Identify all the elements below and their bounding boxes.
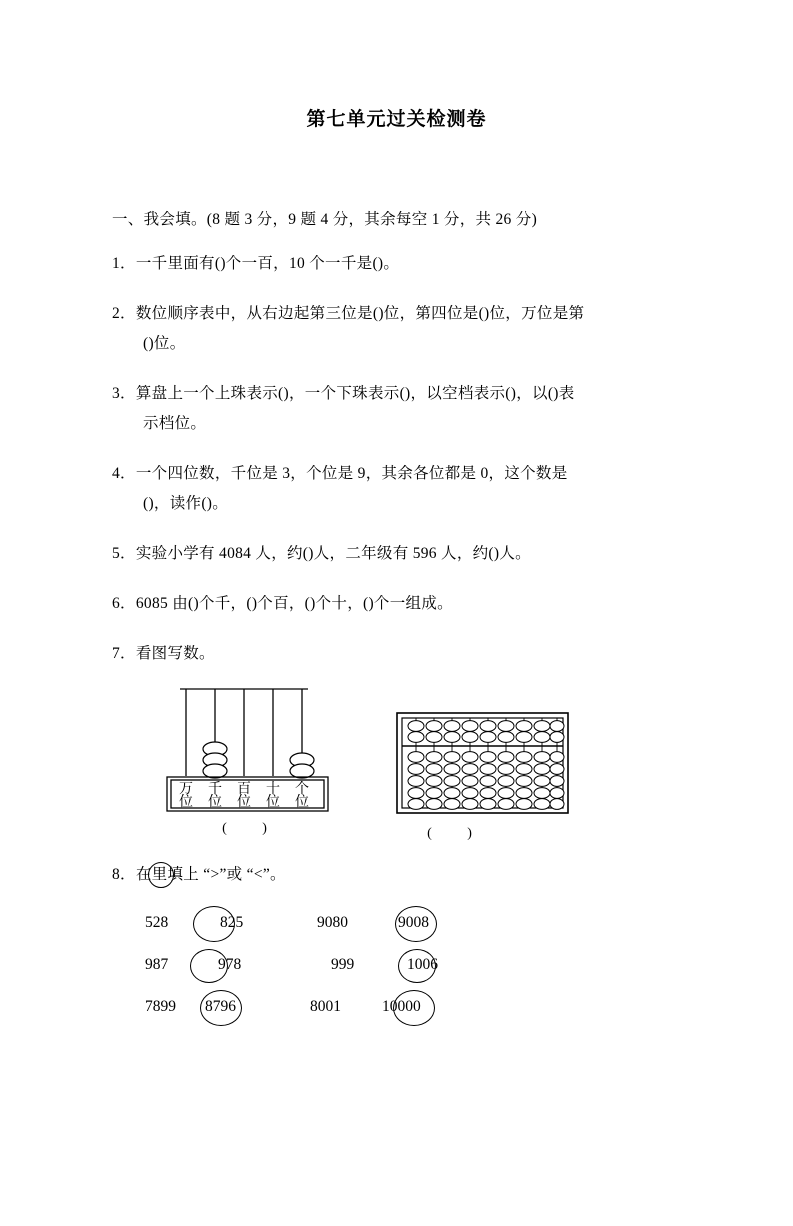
- question-8-text-b: 填上 “>”或 “<”。: [167, 866, 286, 883]
- question-7-text: 看图写数。: [135, 645, 215, 662]
- question-5-number: 5．: [112, 545, 136, 562]
- question-4-text-line2: ()，读作()。: [143, 495, 229, 512]
- compare-6-left: 8001: [310, 998, 341, 1015]
- svg-text:十: 十: [266, 782, 280, 797]
- abacus-figure: [335, 681, 570, 842]
- question-7-number: 7．: [112, 645, 136, 662]
- counting-frame-icon: [160, 681, 335, 816]
- svg-text:位: 位: [208, 795, 222, 810]
- svg-text:位: 位: [295, 795, 309, 810]
- compare-5-right: 8796: [205, 998, 236, 1015]
- compare-row-3: [145, 986, 681, 1028]
- question-8-number: 8．: [112, 866, 136, 883]
- compare-row-1: [145, 902, 681, 944]
- question-8-text-circle: 里: [151, 866, 168, 883]
- question-4-number: 4．: [112, 465, 136, 482]
- question-5: [112, 539, 681, 569]
- question-6: [112, 589, 681, 619]
- compare-exercises: [112, 902, 681, 1028]
- svg-text:万: 万: [179, 782, 193, 797]
- compare-2-left: 9080: [317, 914, 348, 931]
- question-3-text-line1: 算盘上一个上珠表示()，一个下珠表示()，以空档表示()，以()表: [135, 385, 575, 402]
- question-2: [112, 299, 681, 359]
- question-5-text: 实验小学有 4084 人，约()人，二年级有 596 人，约()人。: [135, 545, 531, 562]
- question-6-number: 6．: [112, 595, 136, 612]
- compare-5-left: 7899: [145, 998, 176, 1015]
- svg-text:位: 位: [237, 795, 251, 810]
- question-3-text-line2: 示档位。: [143, 415, 207, 432]
- compare-4-left: 999: [331, 956, 355, 973]
- worksheet-page: [0, 104, 793, 1226]
- svg-text:千: 千: [208, 782, 222, 797]
- question-1-number: 1．: [112, 255, 136, 272]
- compare-3-left: 987: [145, 956, 169, 973]
- question-2-text-line1: 数位顺序表中，从右边起第三位是()位，第四位是()位，万位是第: [135, 305, 585, 322]
- question-4-text-line1: 一个四位数，千位是 3，个位是 9，其余各位都是 0，这个数是: [135, 465, 568, 482]
- svg-text:百: 百: [237, 782, 251, 797]
- question-7-figures: [112, 681, 681, 842]
- question-6-text: 6085 由()个千，()个百，()个十，()个一组成。: [135, 595, 453, 612]
- section-heading: 一、我会填。(8 题 3 分，9 题 4 分，其余每空 1 分，共 26 分): [112, 211, 538, 228]
- compare-3-right: 978: [218, 956, 242, 973]
- question-4: [112, 459, 681, 519]
- svg-text:个: 个: [295, 782, 309, 797]
- svg-text:位: 位: [179, 795, 193, 810]
- svg-text:位: 位: [266, 795, 280, 810]
- question-2-number: 2．: [112, 305, 136, 322]
- question-8: [112, 860, 681, 890]
- question-1-text: 一千里面有()个一百，10 个一千是()。: [135, 255, 400, 272]
- compare-1-left: 528: [145, 914, 169, 931]
- page-title: 第七单元过关检测卷: [306, 109, 487, 130]
- question-7: [112, 639, 681, 669]
- question-2-text-line2: ()位。: [143, 335, 186, 352]
- compare-row-2: [145, 944, 681, 986]
- question-3-number: 3．: [112, 385, 136, 402]
- compare-4-right: 1006: [407, 956, 438, 973]
- counting-frame-answer-blank[interactable]: ( ): [222, 821, 283, 836]
- compare-2-right: 9008: [398, 914, 429, 931]
- question-8-text-a: 在: [135, 866, 152, 883]
- compare-1-right: 825: [220, 914, 244, 931]
- counting-frame-figure: [160, 681, 335, 837]
- question-1: [112, 249, 681, 279]
- question-3: [112, 379, 681, 439]
- abacus-answer-blank[interactable]: ( ): [427, 826, 488, 841]
- abacus-icon: [395, 711, 570, 821]
- compare-6-right: 10000: [382, 998, 421, 1015]
